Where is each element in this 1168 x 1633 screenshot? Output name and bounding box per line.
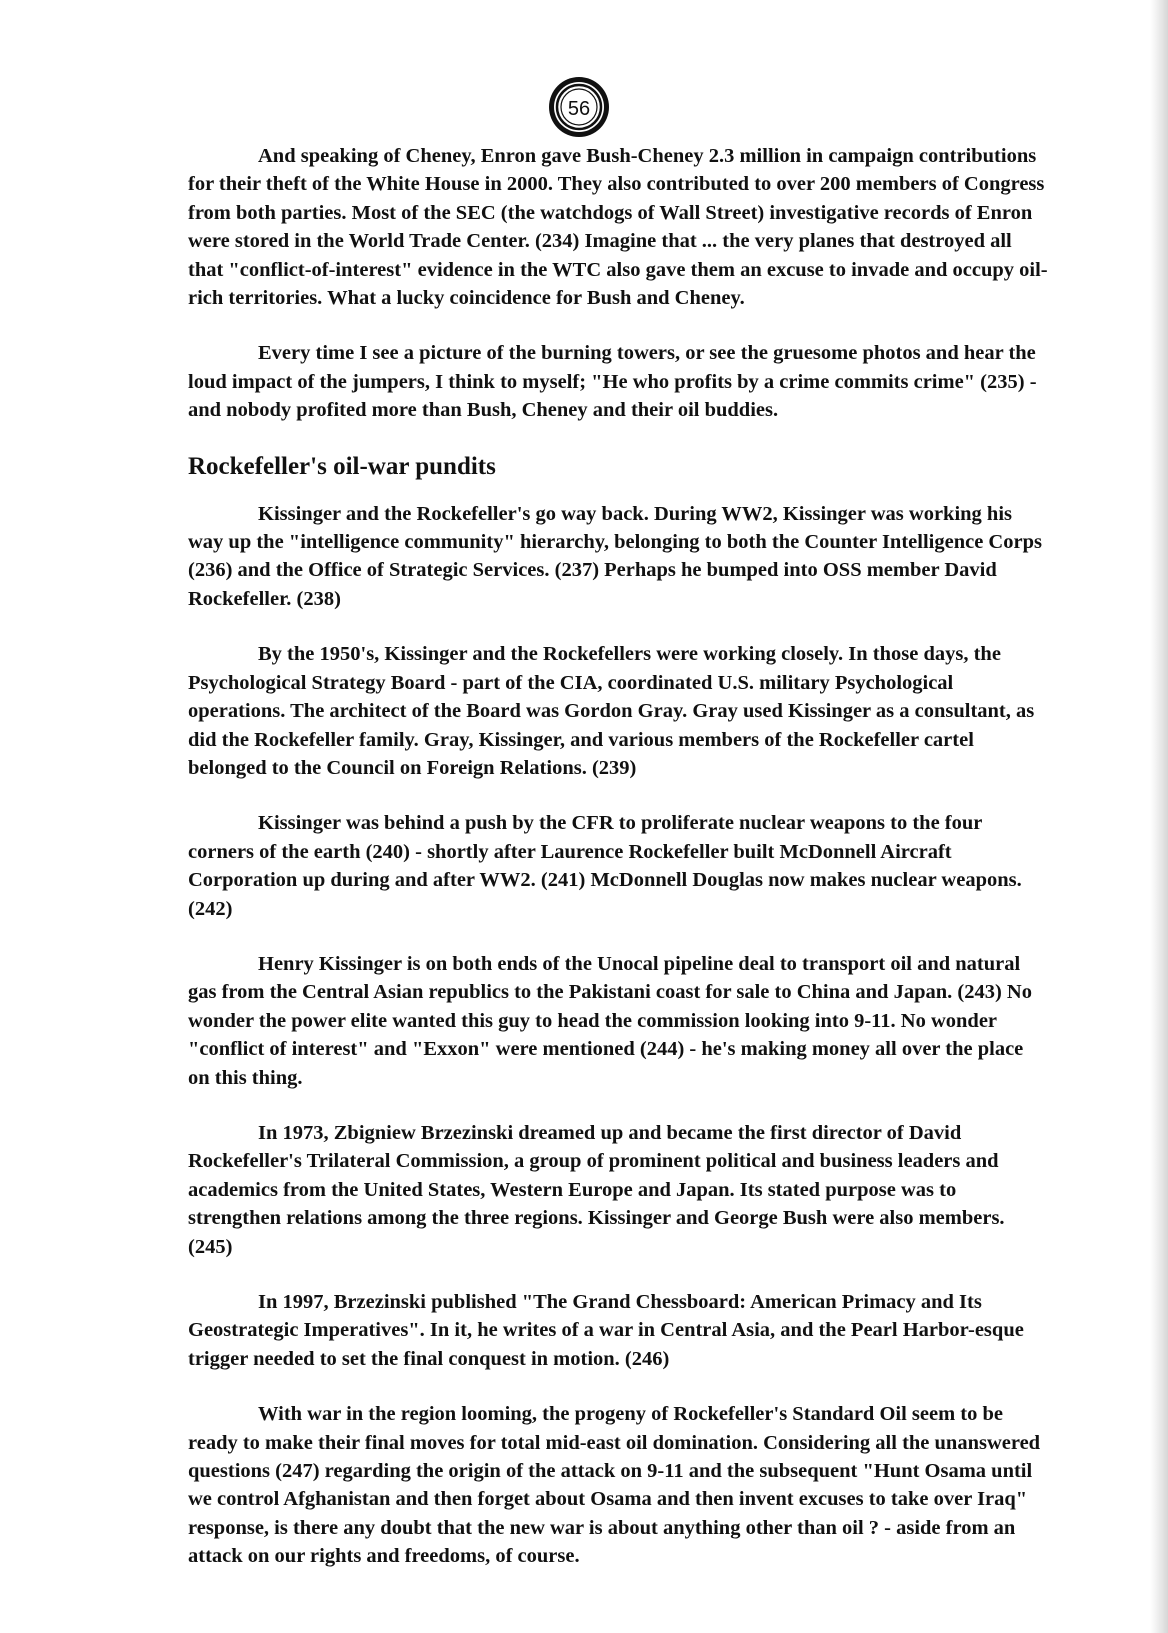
main-text xyxy=(188,142,1050,1598)
paragraph-kissinger-ww2: Kissinger and the Rockefeller's go way back. During WW2, Kissinger was working his way up the "intelligence community" hierarchy, belonging to both the Counter Intelligence Corps (236) and the Office of Strategic Services. (237) Perhaps he bumped into OSS member David Rockefeller. (238) xyxy=(188,502,1042,610)
page-number-badge xyxy=(547,75,611,139)
scan-edge-shadow xyxy=(1150,0,1168,1633)
paragraph-enron-cheney: And speaking of Cheney, Enron gave Bush-Cheney 2.3 million in campaign contributions for their theft of the White House in 2000. They also contributed to over 200 members of Congress from both parties. Most of the SEC (the watchdogs of Wall Street) investigative records of Enron were stored in the World Trade Center. (234) Imagine that ... the very planes that destroyed all that "conflict-of-interest" evidence in the WTC also gave them an excuse to invade and occupy oil-rich territories. What a lucky coincidence for Bush and Cheney. xyxy=(188,145,1048,310)
paragraph-nuclear-weapons: Kissinger was behind a push by the CFR to proliferate nuclear weapons to the four corners of the earth (240) - shortly after Laurence Rockefeller built McDonnell Aircraft Corporation up during and after WW2. (241) McDonnell Douglas now makes nuclear weapons. (242) xyxy=(188,812,1022,920)
page-number: 56 xyxy=(567,98,591,120)
paragraph-unocal-pipeline: Henry Kissinger is on both ends of the Unocal pipeline deal to transport oil and natural gas from the Central Asian republics to the Pakistani coast for sale to China and Japan. (243) No wonder the power elite wanted this guy to head the commission looking into 9-11. No wonder "conflict of interest" and "Exxon" were mentioned (244) - he's making money all over the place on this thing. xyxy=(188,952,1032,1089)
section-heading: Rockefeller's oil-war pundits xyxy=(188,452,496,480)
paragraph-1950s: By the 1950's, Kissinger and the Rockefellers were working closely. In those days, the Psychological Strategy Board - part of the CIA, coordinated U.S. military Psychological operations. The architect of the Board was Gordon Gray. Gray used Kissinger as a consultant, as did the Rockefeller family. Gray, Kissinger, and various members of the Rockefeller cartel belonged to the Council on Foreign Relations. (239) xyxy=(188,643,1035,779)
paragraph-grand-chessboard: In 1997, Brzezinski published "The Grand Chessboard: American Primacy and Its Geostrategic Imperatives". In it, he writes of a war in Central Asia, and the Pearl Harbor-esque trigger needed to set the final conquest in motion. (246) xyxy=(188,1291,1024,1370)
paragraph-standard-oil: With war in the region looming, the progeny of Rockefeller's Standard Oil seem to be ready to make their final moves for total mid-east oil domination. Considering all the unanswered questions (247) regarding the origin of the attack on 9-11 and the subsequent "Hunt Osama until we control Afghanistan and then forget about Osama and then invent excuses to take over Iraq" response, is there any doubt that the new war is about anything other than oil ? - aside from an attack on our rights and freedoms, of course. xyxy=(188,1403,1041,1568)
paragraph-burning-towers: Every time I see a picture of the burning towers, or see the gruesome photos and hear the loud impact of the jumpers, I think to myself; "He who profits by a crime commits crime" (235) - and nobody profited more than Bush, Cheney and their oil buddies. xyxy=(188,342,1037,422)
paragraph-trilateral-commission: In 1973, Zbigniew Brzezinski dreamed up and became the first director of David Rockefeller's Trilateral Commission, a group of prominent political and business leaders and academics from the United States, Western Europe and Japan. Its stated purpose was to strengthen relations among the three regions. Kissinger and George Bush were also members. (245) xyxy=(188,1121,1005,1258)
